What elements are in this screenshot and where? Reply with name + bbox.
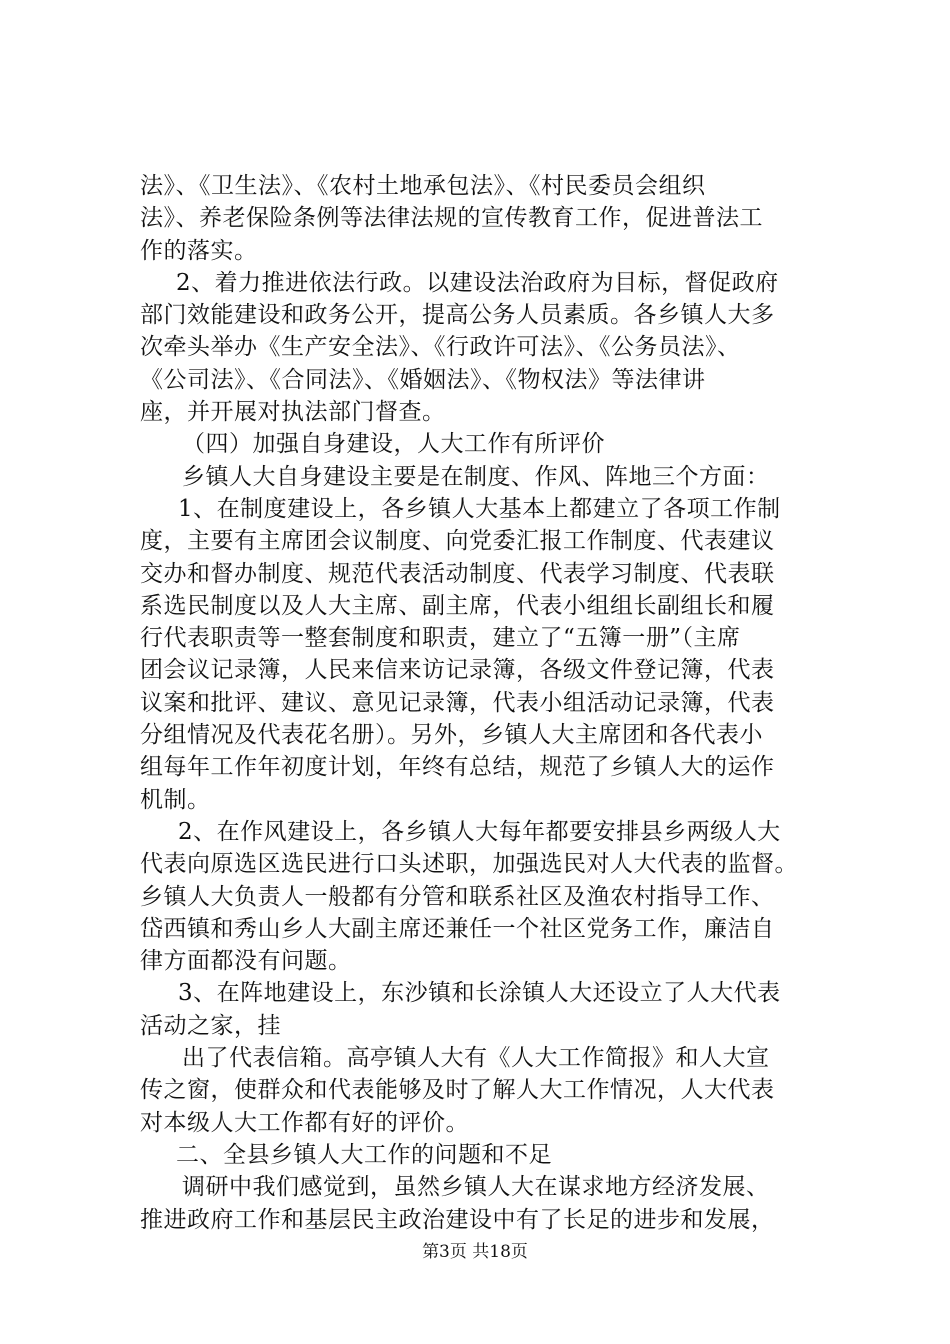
text-line: 度，主要有主席团会议制度、向党委汇报工作制度、代表建议 bbox=[140, 528, 775, 555]
text-line: 乡镇人大自身建设主要是在制度、作风、阵地三个方面： bbox=[182, 463, 770, 490]
text-line: 分组情况及代表花名册）。另外，乡镇人大主席团和各代表小 bbox=[140, 722, 763, 749]
section-heading: 二、全县乡镇人大工作的问题和不足 bbox=[176, 1141, 552, 1168]
text-line: 2、着力推进依法行政。以建设法治政府为目标，督促政府 bbox=[176, 269, 779, 296]
text-line: 行代表职责等一整套制度和职责，建立了“五簿一册”（主席 bbox=[140, 625, 741, 652]
section-heading: （四）加强自身建设，人大工作有所评价 bbox=[182, 431, 605, 458]
text-line: 代表向原选区选民进行口头述职，加强选民对人大代表的监督。 bbox=[140, 851, 798, 878]
text-line: 2、在作风建设上，各乡镇人大每年都要安排县乡两级人大 bbox=[178, 818, 781, 845]
page-number-footer: 第3页 共18页 bbox=[422, 1242, 528, 1262]
text-line: 机制。 bbox=[140, 786, 211, 813]
text-line: 议案和批评、建议、意见记录簿，代表小组活动记录簿，代表 bbox=[140, 689, 775, 716]
text-line: 活动之家，挂 bbox=[140, 1012, 281, 1039]
text-line: 作的落实。 bbox=[140, 237, 258, 264]
text-line: 律方面都没有问题。 bbox=[140, 948, 352, 975]
text-line: 传之窗，使群众和代表能够及时了解人大工作情况，人大代表 bbox=[140, 1077, 775, 1104]
text-line: 乡镇人大负责人一般都有分管和联系社区及渔农村指导工作、 bbox=[140, 883, 775, 910]
text-line: 法》、《卫生法》、《农村土地承包法》、《村民委员会组织 bbox=[140, 173, 706, 199]
text-line: 法》、养老保险条例等法律法规的宣传教育工作，促进普法工 bbox=[140, 205, 763, 232]
text-line: 3、在阵地建设上，东沙镇和长涂镇人大还设立了人大代表 bbox=[178, 980, 781, 1007]
text-line: 组每年工作年初度计划，年终有总结，规范了乡镇人大的运作 bbox=[140, 754, 775, 781]
text-line: 系选民制度以及人大主席、副主席，代表小组组长副组长和履 bbox=[140, 592, 775, 619]
text-line: 次牵头举办《生产安全法》、《行政许可法》、《公务员法》、 bbox=[140, 334, 741, 361]
text-line: 调研中我们感觉到，虽然乡镇人大在谋求地方经济发展、 bbox=[182, 1174, 770, 1201]
text-line: 部门效能建设和政务公开，提高公务人员素质。各乡镇人大多 bbox=[140, 302, 775, 329]
text-line: 团会议记录簿，人民来信来访记录簿，各级文件登记簿，代表 bbox=[140, 657, 775, 684]
text-line: 推进政府工作和基层民主政治建设中有了长足的进步和发展， bbox=[140, 1206, 775, 1233]
document-body bbox=[140, 170, 840, 1236]
text-line: 《公司法》、《合同法》、《婚姻法》、《物权法》等法律讲 bbox=[140, 366, 706, 393]
text-line: 对本级人大工作都有好的评价。 bbox=[140, 1109, 469, 1136]
text-line: 交办和督办制度、规范代表活动制度、代表学习制度、代表联 bbox=[140, 560, 775, 587]
text-line: 座，并开展对执法部门督查。 bbox=[140, 399, 446, 426]
text-line: 1、在制度建设上，各乡镇人大基本上都建立了各项工作制 bbox=[178, 495, 781, 522]
text-line: 岱西镇和秀山乡人大副主席还兼任一个社区党务工作，廉洁自 bbox=[140, 915, 775, 942]
text-line: 出了代表信箱。高亭镇人大有《人大工作简报》和人大宣 bbox=[182, 1045, 770, 1072]
